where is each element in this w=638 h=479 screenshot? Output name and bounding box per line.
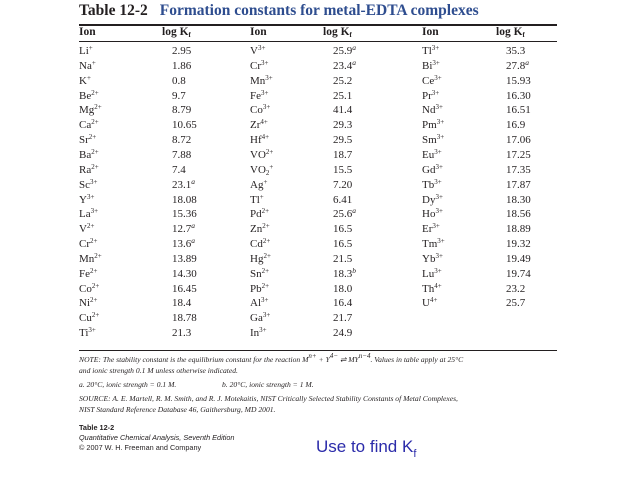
ion-cell: Tl+ xyxy=(250,192,264,206)
ion-cell: $Zn^{2+}$ xyxy=(250,222,270,236)
ion-cell: $Be^{2+}$ xyxy=(79,88,99,102)
ion-cell: Na+ xyxy=(79,58,96,72)
hint-text: Use to find $K_f$ xyxy=(316,437,417,460)
ion-cell: $La^{3+}$ xyxy=(79,207,99,221)
log-kf-cell: 13.89 xyxy=(172,252,197,265)
header-log-kf: $\log K_f$ xyxy=(162,26,191,39)
ion-cell: $V^{2+}$ xyxy=(79,222,95,236)
log-kf-cell: 18.89 xyxy=(506,223,531,236)
log-kf-cell: 17.35 xyxy=(506,163,531,176)
ion-cell: Li+ xyxy=(79,44,93,57)
ion-cell: $Th^{4+}$ xyxy=(422,281,442,295)
log-kf-cell: 18.7 xyxy=(333,148,353,161)
ion-cell: $Sn^{2+}$ xyxy=(250,266,270,280)
ion-cell: $Bi^{3+}$ xyxy=(422,58,440,72)
ion-cell: $Ra^{2+}$ xyxy=(79,162,99,176)
log-kf-cell: 18.56 xyxy=(506,208,531,221)
footnote-b: b. 20°C, ionic strength = 1 M. xyxy=(222,380,314,389)
log-kf-cell: 21.3 xyxy=(172,327,192,340)
table-title-text: Formation constants for metal-EDTA complexes xyxy=(159,2,479,19)
ion-cell: $Co^{3+}$ xyxy=(250,103,271,117)
log-kf-cell: 8.72 xyxy=(172,134,192,147)
ion-cell: $Fe^{2+}$ xyxy=(79,266,98,280)
log-kf-cell: 41.4 xyxy=(333,104,353,117)
ion-cell: $Eu^{3+}$ xyxy=(422,147,442,161)
ion-cell: $Hg^{2+}$ xyxy=(250,251,271,265)
ion-cell: $Cd^{2+}$ xyxy=(250,237,271,251)
caption-copyright: © 2007 W. H. Freeman and Company xyxy=(79,443,202,452)
log-kf-cell: 16.51 xyxy=(506,104,531,117)
ion-cell: $Pr^{3+}$ xyxy=(422,88,440,102)
ion-cell: $Nd^{3+}$ xyxy=(422,103,443,117)
log-kf-cell: 12.7$^a$ xyxy=(172,221,195,236)
log-kf-cell: 19.74 xyxy=(506,267,531,280)
log-kf-cell: 15.5 xyxy=(333,163,353,176)
ion-cell: $Pm^{3+}$ xyxy=(422,118,445,132)
log-kf-cell: 13.6$^a$ xyxy=(172,236,195,251)
ion-cell: K+ xyxy=(79,73,91,87)
log-kf-cell: 18.78 xyxy=(172,312,197,325)
log-kf-cell: 18.4 xyxy=(172,297,192,310)
log-kf-cell: 19.49 xyxy=(506,252,531,265)
log-kf-cell: 18.30 xyxy=(506,193,531,206)
log-kf-cell: 10.65 xyxy=(172,119,197,132)
ion-cell: $Tm^{3+}$ xyxy=(422,237,445,251)
ion-cell: Ag+ xyxy=(250,177,268,191)
ion-cell: $Sc^{3+}$ xyxy=(79,177,98,191)
ion-cell: $Er^{3+}$ xyxy=(422,222,440,236)
log-kf-cell: 9.7 xyxy=(172,89,186,102)
footnote-a: a. 20°C, ionic strength = 0.1 M. xyxy=(79,380,177,389)
top-rule xyxy=(79,24,557,26)
log-kf-cell: 25.1 xyxy=(333,89,353,102)
log-kf-cell: 15.36 xyxy=(172,208,197,221)
log-kf-cell: 0.8 xyxy=(172,74,186,87)
caption-label: Table 12-2 xyxy=(79,423,115,432)
note-line-2: and ionic strength 0.1 M unless otherwise indicated. xyxy=(79,366,238,375)
ion-cell: $Ce^{3+}$ xyxy=(422,73,442,87)
log-kf-cell: 7.20 xyxy=(333,178,353,191)
ion-cell: $VO^{2+}$ xyxy=(250,147,274,161)
log-kf-cell: 23.4$^a$ xyxy=(333,57,356,72)
ion-cell: $Mg^{2+}$ xyxy=(79,103,102,117)
ion-cell: $Ho^{3+}$ xyxy=(422,207,443,221)
ion-cell: $Fe^{3+}$ xyxy=(250,88,269,102)
ion-cell: $V^{3+}$ xyxy=(250,44,266,57)
ion-cell: $U^{4+}$ xyxy=(422,296,438,310)
log-kf-cell: 16.5 xyxy=(333,223,353,236)
header-ion: Ion xyxy=(79,26,96,38)
log-kf-cell: 1.86 xyxy=(172,59,192,72)
ion-cell: $Pd^{2+}$ xyxy=(250,207,270,221)
ion-cell: $Sm^{3+}$ xyxy=(422,133,445,147)
log-kf-cell: 17.87 xyxy=(506,178,531,191)
ion-cell: $Yb^{3+}$ xyxy=(422,251,443,265)
table-number: Table 12-2 xyxy=(79,2,148,19)
ion-cell: $Al^{3+}$ xyxy=(250,296,269,310)
log-kf-cell: 29.3 xyxy=(333,119,353,132)
ion-cell: $Cr^{3+}$ xyxy=(250,58,269,72)
log-kf-cell: 24.9 xyxy=(333,327,353,340)
log-kf-cell: 35.3 xyxy=(506,45,526,57)
ion-cell: $Tl^{3+}$ xyxy=(422,44,440,57)
ion-cell: $Hf^{4+}$ xyxy=(250,133,270,147)
log-kf-cell: 16.30 xyxy=(506,89,531,102)
log-kf-cell: 16.5 xyxy=(333,238,353,251)
log-kf-cell: 25.2 xyxy=(333,74,353,87)
note-line-1: NOTE: The stability constant is the equilibrium constant for the reaction $M^{n+} + Y^{4-}$ ⇌ $MY^{n-4}$. Values in table apply at 25°C xyxy=(79,352,464,364)
log-kf-cell: 8.79 xyxy=(172,104,192,117)
log-kf-cell: 27.8$^a$ xyxy=(506,57,529,72)
header-log-kf: $\log K_f$ xyxy=(496,26,525,39)
log-kf-cell: 25.6$^a$ xyxy=(333,206,356,221)
log-kf-cell: 21.7 xyxy=(333,312,353,325)
ion-cell: $Mn^{2+}$ xyxy=(79,251,102,265)
ion-cell: $Lu^{3+}$ xyxy=(422,266,442,280)
log-kf-cell: 23.1$^a$ xyxy=(172,176,195,191)
ion-cell: $Tb^{3+}$ xyxy=(422,177,442,191)
log-kf-cell: 19.32 xyxy=(506,238,531,251)
log-kf-cell: 29.5 xyxy=(333,134,353,147)
log-kf-cell: 17.06 xyxy=(506,134,531,147)
table-title xyxy=(79,2,479,20)
ion-cell: $Ba^{2+}$ xyxy=(79,147,99,161)
log-kf-cell: 18.0 xyxy=(333,282,353,295)
ion-cell: $Ni^{2+}$ xyxy=(79,296,98,310)
caption-book: Quantitative Chemical Analysis, Seventh Edition xyxy=(79,433,235,442)
ion-cell: $Ga^{3+}$ xyxy=(250,311,271,325)
log-kf-cell: 7.88 xyxy=(172,148,192,161)
log-kf-cell: 2.95 xyxy=(172,45,192,57)
bottom-rule xyxy=(79,350,557,351)
ion-cell: $VO_2^+$ xyxy=(250,162,274,177)
header-ion: Ion xyxy=(250,26,267,38)
ion-cell: $Ca^{2+}$ xyxy=(79,118,99,132)
header-rule xyxy=(79,41,557,42)
log-kf-cell: 16.9 xyxy=(506,119,526,132)
log-kf-cell: 16.45 xyxy=(172,282,197,295)
log-kf-cell: 23.2 xyxy=(506,282,526,295)
log-kf-cell: 6.41 xyxy=(333,193,353,206)
log-kf-cell: 15.93 xyxy=(506,74,531,87)
log-kf-cell: 16.4 xyxy=(333,297,353,310)
ion-cell: $Cr^{2+}$ xyxy=(79,237,98,251)
ion-cell: $Sr^{2+}$ xyxy=(79,133,97,147)
log-kf-cell: 17.25 xyxy=(506,148,531,161)
log-kf-cell: 14.30 xyxy=(172,267,197,280)
ion-cell: $Ti^{3+}$ xyxy=(79,326,96,340)
log-kf-cell: 25.9$^a$ xyxy=(333,43,356,57)
ion-cell: $Co^{2+}$ xyxy=(79,281,100,295)
ion-cell: $In^{3+}$ xyxy=(250,326,267,340)
source-line-1: SOURCE: A. E. Martell, R. M. Smith, and R. J. Motekaitis, NIST Critically Selected Stability Constants of Metal Complexes, xyxy=(79,394,458,403)
ion-cell: $Cu^{2+}$ xyxy=(79,311,100,325)
log-kf-cell: 25.7 xyxy=(506,297,526,310)
header-ion: Ion xyxy=(422,26,439,38)
header-log-kf: $\log K_f$ xyxy=(323,26,352,39)
log-kf-cell: 21.5 xyxy=(333,252,353,265)
ion-cell: $Mn^{3+}$ xyxy=(250,73,273,87)
ion-cell: $Gd^{3+}$ xyxy=(422,162,443,176)
ion-cell: $Dy^{3+}$ xyxy=(422,192,443,206)
ion-cell: $Zr^{4+}$ xyxy=(250,118,268,132)
log-kf-cell: 7.4 xyxy=(172,163,186,176)
log-kf-cell: 18.3$^b$ xyxy=(333,265,356,280)
log-kf-cell: 18.08 xyxy=(172,193,197,206)
ion-cell: $Y^{3+}$ xyxy=(79,192,95,206)
ion-cell: $Pb^{2+}$ xyxy=(250,281,270,295)
source-line-2: NIST Standard Reference Database 46, Gaithersburg, MD 2001. xyxy=(79,405,276,414)
